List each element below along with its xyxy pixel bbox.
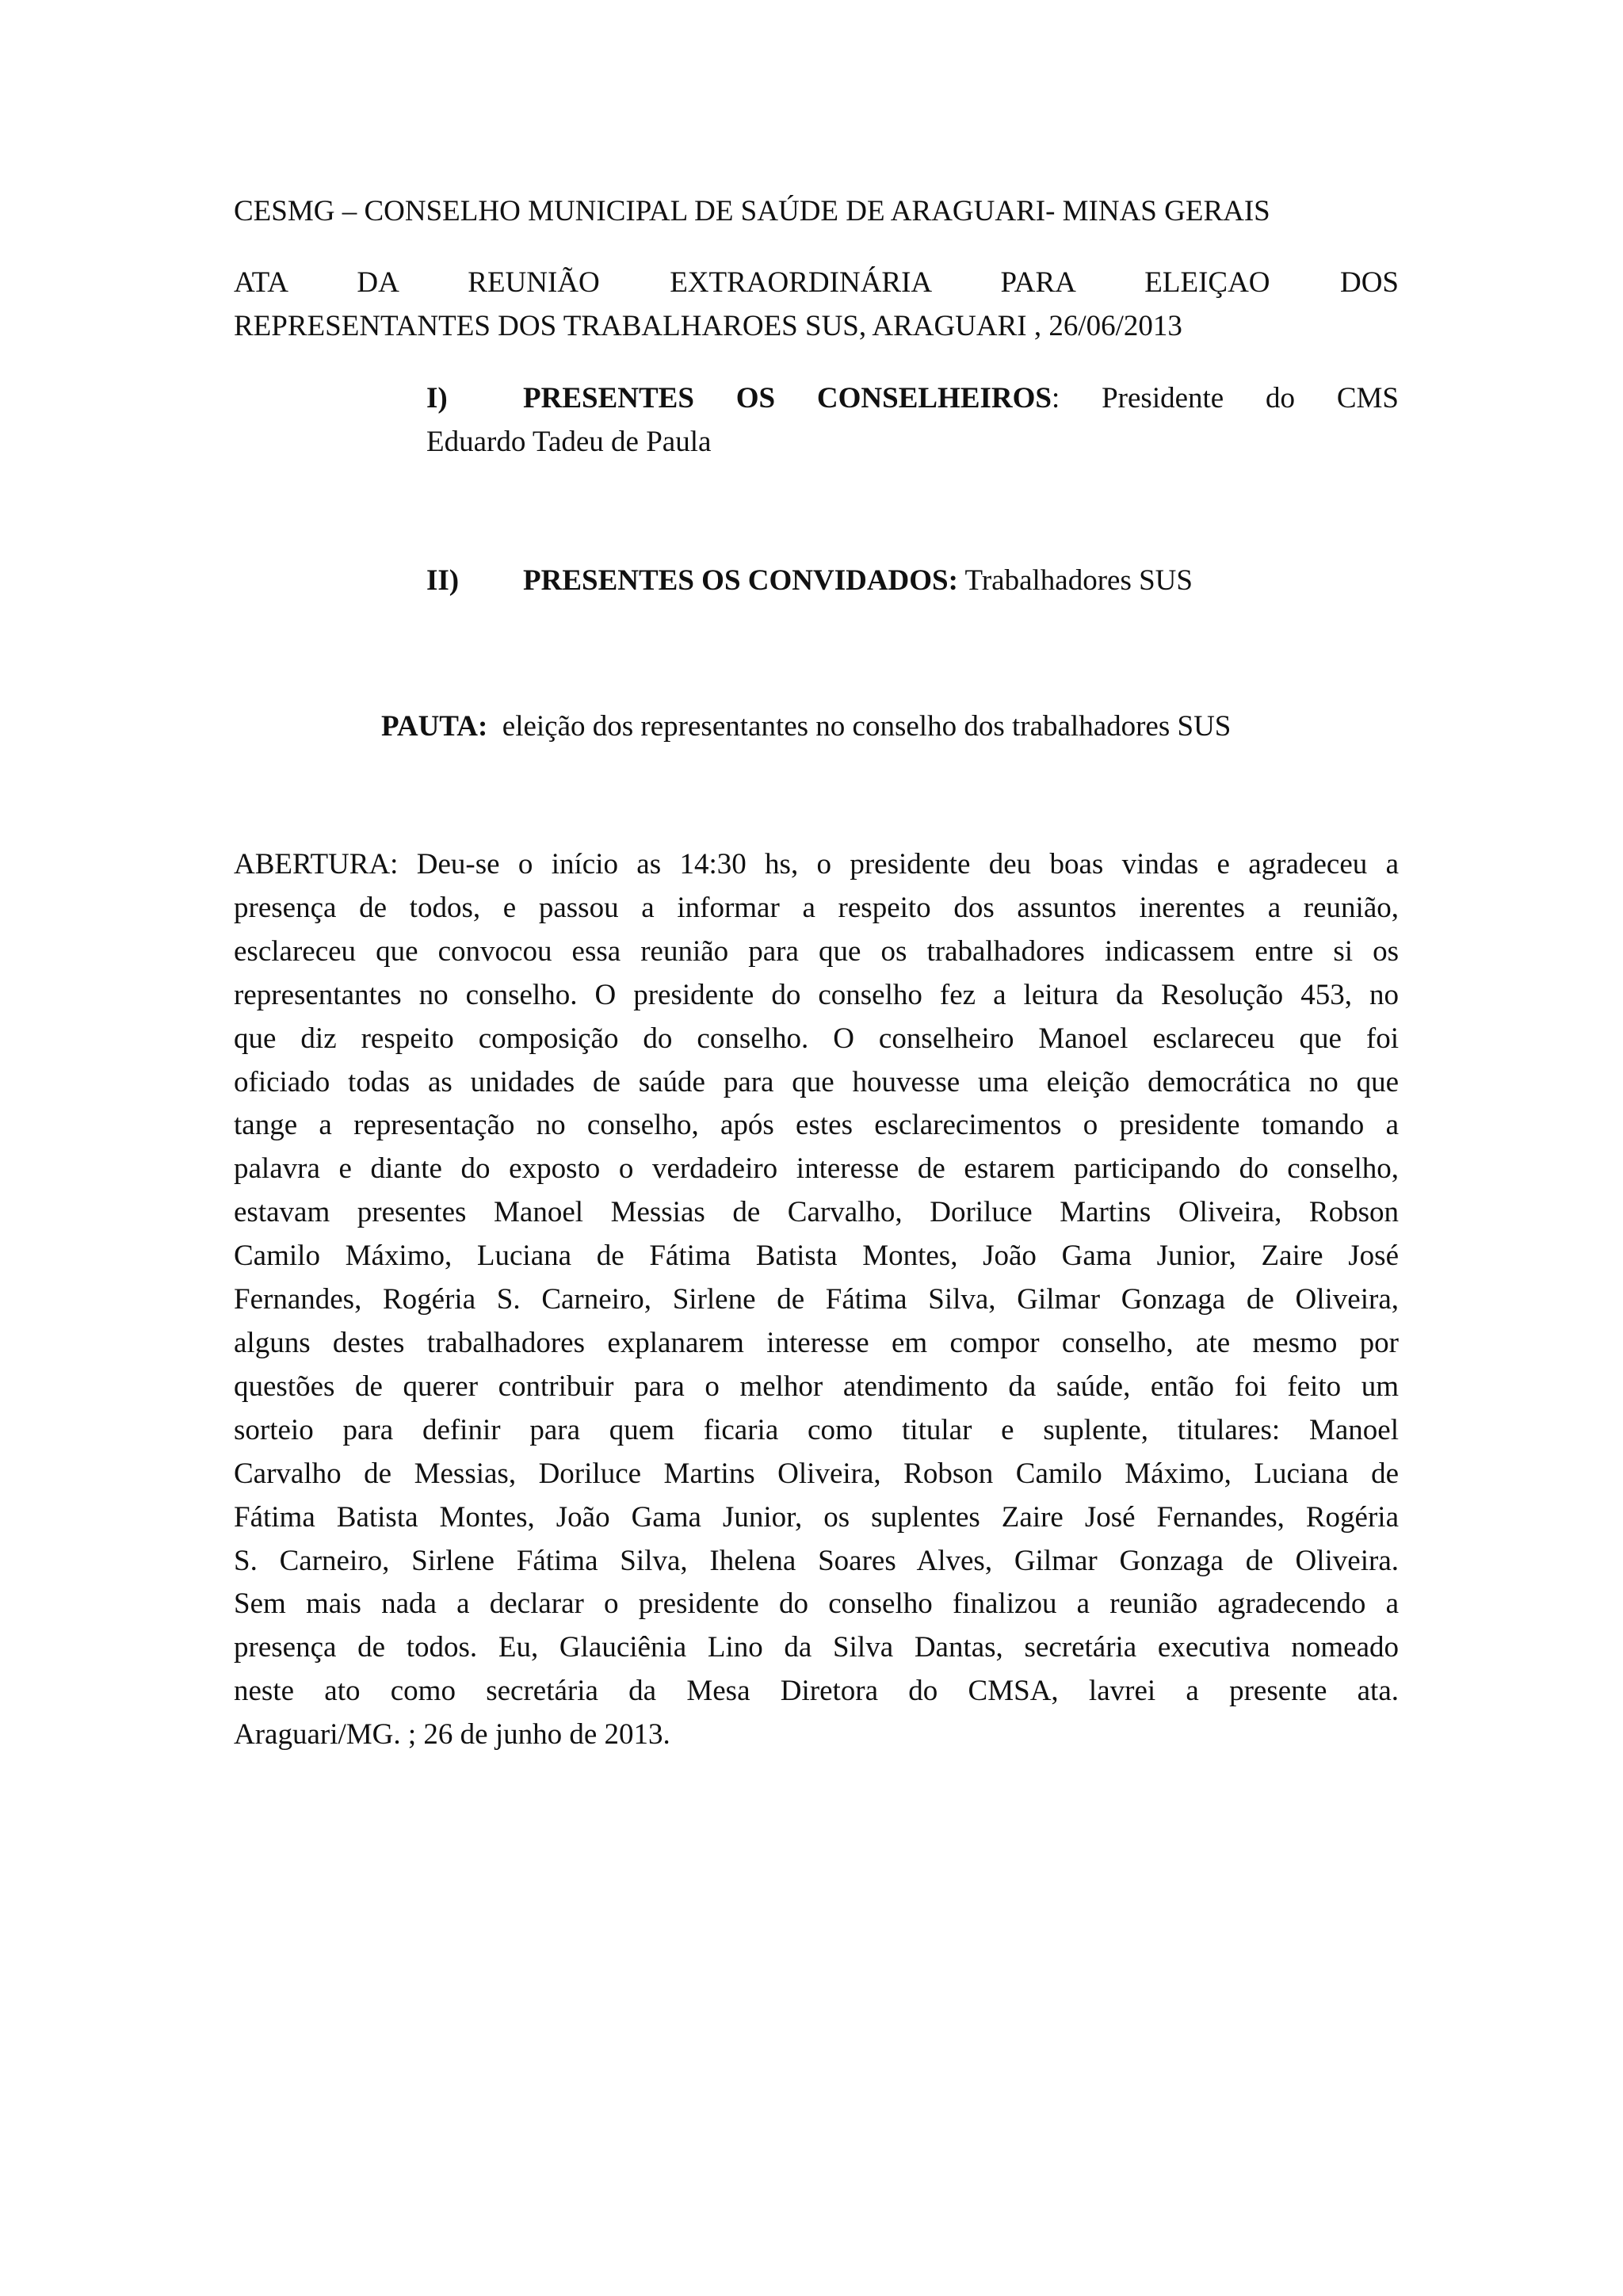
paragraph-line: tange a representação no conselho, após estes esclarecimentos o presidente tomando a <box>234 1109 1399 1142</box>
section-conselheiros-line-1 <box>426 376 1399 420</box>
pauta-text: eleição dos representantes no conselho dos trabalhadores SUS <box>487 710 1232 743</box>
paragraph-line: questões de querer contribuir para o melhor atendimento da saúde, então foi feito um <box>234 1370 1399 1403</box>
section-text: Trabalhadores SUS <box>957 564 1193 597</box>
section-text: : Presidente do CMS <box>1052 382 1400 415</box>
section-number: I) <box>426 382 448 415</box>
paragraph-line: Araguari/MG. ; 26 de junho de 2013. <box>234 1718 670 1752</box>
section-number: II) <box>426 564 460 597</box>
paragraph-line: estavam presentes Manoel Messias de Carvalho, Doriluce Martins Oliveira, Robson <box>234 1196 1399 1229</box>
paragraph-line: alguns destes trabalhadores explanarem interesse em compor conselho, ate mesmo por <box>234 1326 1399 1359</box>
paragraph-line: neste ato como secretária da Mesa Diretora do CMSA, lavrei a presente ata. <box>234 1675 1399 1708</box>
section-conselheiros <box>426 376 1399 464</box>
pauta-label: PAUTA: <box>381 710 488 743</box>
paragraph-line: Sem mais nada a declarar o presidente do conselho finalizou a reunião agradecendo a <box>234 1587 1399 1621</box>
paragraph-line: Camilo Máximo, Luciana de Fátima Batista Montes, João Gama Junior, Zaire José <box>234 1240 1399 1273</box>
paragraph-line: Carvalho de Messias, Doriluce Martins Oliveira, Robson Camilo Máximo, Luciana de <box>234 1457 1399 1490</box>
paragraph-line: S. Carneiro, Sirlene Fátima Silva, Ihelena Soares Alves, Gilmar Gonzaga de Oliveira. <box>234 1544 1399 1577</box>
pauta <box>381 705 1411 748</box>
paragraph-line: palavra e diante do exposto o verdadeiro interesse de estarem participando do conselho, <box>234 1152 1399 1186</box>
section-convidados <box>426 559 1399 602</box>
paragraph-line: oficiado todas as unidades de saúde para que houvesse uma eleição democrática no que <box>234 1065 1399 1098</box>
paragraph-line: ABERTURA: Deu-se o início as 14:30 hs, o presidente deu boas vindas e agradeceu a <box>234 848 1399 881</box>
paragraph-line: que diz respeito composição do conselho. O conselheiro Manoel esclareceu que foi <box>234 1022 1399 1055</box>
paragraph-line: representantes no conselho. O presidente do conselho fez a leitura da Resolução 453, no <box>234 978 1399 1011</box>
paragraph-line: presença de todos. Eu, Glauciênia Lino da Silva Dantas, secretária executiva nomeado <box>234 1631 1399 1664</box>
paragraph-line: Fátima Batista Montes, João Gama Junior, os suplentes Zaire José Fernandes, Rogéria <box>234 1500 1399 1534</box>
organization-heading: CESMG – CONSELHO MUNICIPAL DE SAÚDE DE ARAGUARI- MINAS GERAIS <box>234 195 1270 227</box>
document-title <box>234 261 1399 348</box>
section-heading: PRESENTES OS CONVIDADOS: <box>523 564 958 597</box>
section-conselheiros-line-2: Eduardo Tadeu de Paula <box>426 426 712 458</box>
paragraph-line: esclareceu que convocou essa reunião para que os trabalhadores indicassem entre si os <box>234 934 1399 968</box>
document-title-line-1: ATA DA REUNIÃO EXTRAORDINÁRIA PARA ELEIÇAO DOS <box>234 266 1399 299</box>
paragraph-line: sorteio para definir para quem ficaria como titular e suplente, titulares: Manoel <box>234 1413 1399 1446</box>
document-title-line-2: REPRESENTANTES DOS TRABALHAROES SUS, ARAGUARI , 26/06/2013 <box>234 310 1182 342</box>
abertura-paragraph <box>234 843 1399 1757</box>
paragraph-line: Fernandes, Rogéria S. Carneiro, Sirlene de Fátima Silva, Gilmar Gonzaga de Oliveira, <box>234 1283 1399 1316</box>
paragraph-line: presença de todos, e passou a informar a respeito dos assuntos inerentes a reunião, <box>234 891 1399 924</box>
section-heading: PRESENTES OS CONSELHEIROS <box>523 382 1052 415</box>
